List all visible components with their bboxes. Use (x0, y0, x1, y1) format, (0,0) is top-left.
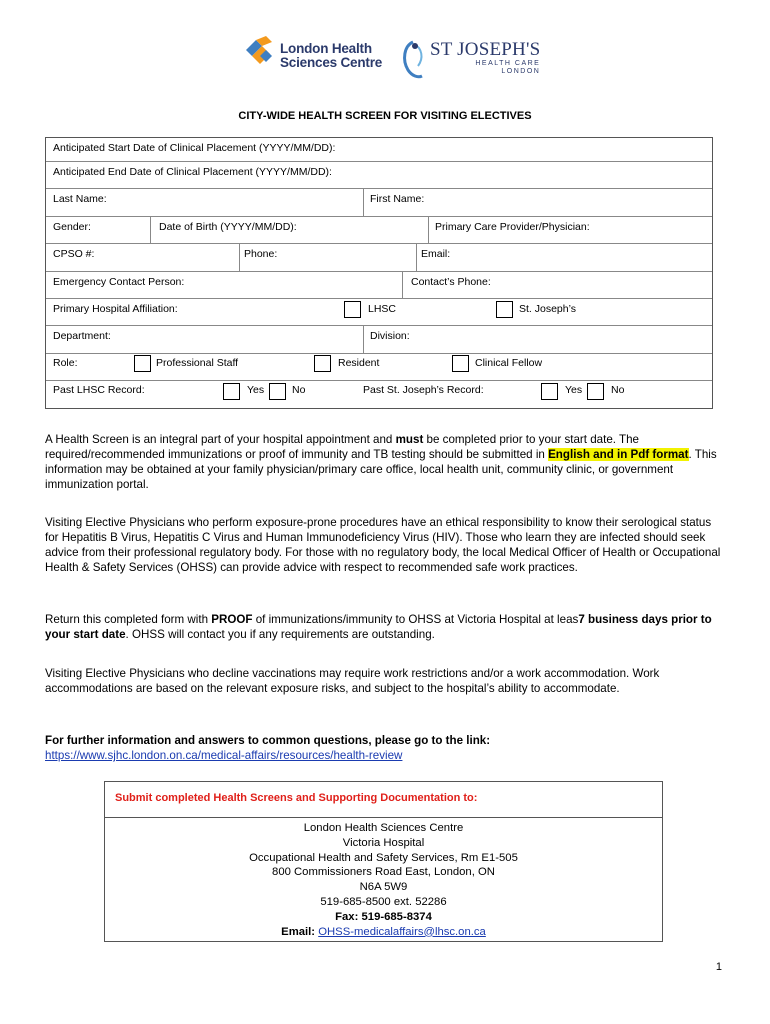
fax-line: Fax: 519-685-8374 (335, 910, 432, 923)
lhsc-option-label: LHSC (368, 303, 397, 315)
past-lhsc-yes-checkbox[interactable] (223, 383, 240, 400)
stjosephs-option-label: St. Joseph’s (519, 303, 577, 315)
department-label: Department: (53, 330, 111, 342)
past-stjoseph-no-checkbox[interactable] (587, 383, 604, 400)
clinical-fellow-checkbox[interactable] (452, 355, 469, 372)
past-stjoseph-yes-checkbox[interactable] (541, 383, 558, 400)
exposure-paragraph: Visiting Elective Physicians who perform exposure-prone procedures have an ethical responsibility to know their serological status for Hepatitis B Virus, Hepatitis C Virus and Human Immunodeficiency Virus (HIV). Those who learn they are infected should seek advice from their professional regulatory body. For those with no regulatory body, the local Medical Officer of Health or Occupational Health & Safety Services (OHSS) can provide advice with respect to recommended safe work practices. (45, 516, 721, 574)
submit-heading: Submit completed Health Screens and Supporting Documentation to: (115, 792, 478, 804)
row-divider (46, 161, 712, 162)
email-label: Email: (421, 248, 451, 260)
further-info-paragraph: For further information and answers to common questions, please go to the link: https://www.sjhc.london.on.ca/medical-affairs/resources/health-review (45, 734, 491, 762)
gender-label: Gender: (53, 221, 91, 233)
past-stjoseph-no-label: No (611, 384, 625, 396)
past-lhsc-no-label: No (292, 384, 306, 396)
resident-checkbox[interactable] (314, 355, 331, 372)
dob-label: Date of Birth (YYYY/MM/DD): (159, 221, 297, 233)
past-stjoseph-label: Past St. Joseph’s Record: (363, 384, 484, 396)
primary-care-label: Primary Care Provider/Physician: (435, 221, 590, 233)
health-screen-form (45, 137, 713, 409)
decline-paragraph: Visiting Elective Physicians who decline vaccinations may require work restrictions and/or a work accommodation. Work accommodations are based on the relevant exposure risks, and subject to the hospital’s ability to accommodate. (45, 667, 660, 695)
page-number: 1 (715, 961, 722, 973)
past-stjoseph-yes-label: Yes (565, 384, 583, 396)
row-divider (46, 380, 712, 381)
resident-option-label: Resident (338, 357, 380, 369)
intro-paragraph: A Health Screen is an integral part of your hospital appointment and must be completed prior to your start date. The required/recommended immunizations or proof of immunity and TB testing should be submitted in English and in Pdf format. This information may be obtained at your family physician/primary care office, local health unit, community clinic, or government immunization portal. (45, 433, 717, 491)
lhsc-logo-text: London Health Sciences Centre (280, 41, 383, 70)
contact-phone-label: Contact’s Phone: (411, 276, 491, 288)
row-divider (46, 243, 712, 244)
role-label: Role: (53, 357, 78, 369)
start-date-label: Anticipated Start Date of Clinical Placement (YYYY/MM/DD): (53, 142, 336, 154)
emergency-contact-label: Emergency Contact Person: (53, 276, 185, 288)
phone-label: Phone: (244, 248, 278, 260)
past-lhsc-no-checkbox[interactable] (269, 383, 286, 400)
ohss-email-link[interactable]: OHSS-medicalaffairs@lhsc.on.ca (318, 925, 486, 938)
professional-staff-option-label: Professional Staff (156, 357, 239, 369)
health-review-link[interactable]: https://www.sjhc.london.on.ca/medical-affairs/resources/health-review (45, 749, 403, 762)
stjosephs-checkbox[interactable] (496, 301, 513, 318)
row-divider (46, 188, 712, 189)
row-divider (46, 353, 712, 354)
lhsc-logo-mark (244, 36, 274, 66)
hospital-affiliation-label: Primary Hospital Affiliation: (53, 303, 178, 315)
document-title: CITY-WIDE HEALTH SCREEN FOR VISITING ELECTIVES (238, 110, 532, 122)
lhsc-checkbox[interactable] (344, 301, 361, 318)
stjoseph-logo-mark (398, 38, 428, 80)
submit-info-box (104, 781, 663, 942)
format-highlight: English and in Pdf format (548, 448, 689, 461)
stjoseph-logo-text: ST JOSEPH'S HEALTH CARE LONDON (430, 39, 541, 75)
row-divider (46, 325, 712, 326)
submit-address: London Health Sciences Centre Victoria Hospital Occupational Health and Safety Services, Rm E1-505 800 Commissioners Road East, London, ON N6A 5W9 519-685-8500 ext. 52286 Fax: 519-685-8374 Email: OHSS-medicalaffairs@lhsc.on.ca (105, 821, 662, 939)
division-label: Division: (370, 330, 410, 342)
cpso-label: CPSO #: (53, 248, 95, 260)
first-name-label: First Name: (370, 193, 425, 205)
last-name-label: Last Name: (53, 193, 107, 205)
clinical-fellow-option-label: Clinical Fellow (475, 357, 543, 369)
past-lhsc-yes-label: Yes (247, 384, 265, 396)
professional-staff-checkbox[interactable] (134, 355, 151, 372)
row-divider (46, 271, 712, 272)
return-paragraph: Return this completed form with PROOF of immunizations/immunity to OHSS at Victoria Hospital at leas7 business days prior to your start date. OHSS will contact you if any requirements are outstanding. (45, 613, 712, 641)
row-divider (46, 216, 712, 217)
row-divider (46, 298, 712, 299)
end-date-label: Anticipated End Date of Clinical Placement (YYYY/MM/DD): (53, 166, 332, 178)
email-line: Email: OHSS-medicalaffairs@lhsc.on.ca (281, 925, 486, 938)
past-lhsc-label: Past LHSC Record: (53, 384, 145, 396)
